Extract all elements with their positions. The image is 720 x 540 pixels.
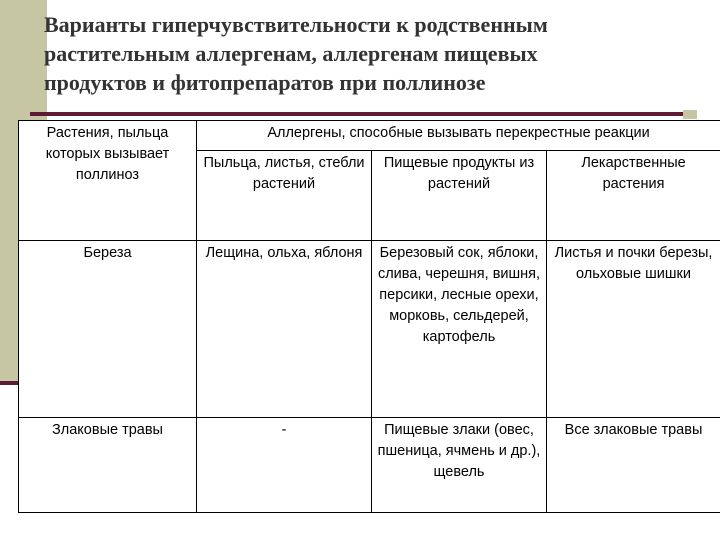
plant-cell: Злаковые травы <box>19 418 197 513</box>
header-allergens-cell: Аллергены, способные вызывать перекрестные реакции <box>197 121 720 151</box>
pollen-cell: - <box>197 418 372 513</box>
title-line: Варианты гиперчувствительности к родственным <box>44 12 548 37</box>
allergen-table <box>18 120 720 513</box>
header-plant-cell: Растения, пыльца которых вызывает поллиноз <box>19 121 197 241</box>
medicinal-cell: Листья и почки березы, ольховые шишки <box>547 241 720 418</box>
table-header-row <box>19 121 720 151</box>
decorative-top-line <box>30 112 683 116</box>
food-cell: Березовый сок, яблоки, слива, черешня, вишня, персики, лесные орехи, морковь, сельдерей, картофель <box>372 241 547 418</box>
table-row <box>19 241 720 418</box>
medicinal-cell: Все злаковые травы <box>547 418 720 513</box>
decorative-right-block <box>683 110 697 119</box>
food-cell: Пищевые злаки (овес, пшеница, ячмень и др.), щевель <box>372 418 547 513</box>
subheader-medicinal-cell: Лекарственные растения <box>547 151 720 241</box>
table-row <box>19 418 720 513</box>
subheader-food-cell: Пищевые продукты из растений <box>372 151 547 241</box>
title-line: продуктов и фитопрепаратов при поллинозе <box>44 70 486 95</box>
title-line: растительным аллергенам, аллергенам пищевых <box>44 41 538 66</box>
pollen-cell: Лещина, ольха, яблоня <box>197 241 372 418</box>
subheader-pollen-cell: Пыльца, листья, стебли растений <box>197 151 372 241</box>
plant-cell: Береза <box>19 241 197 418</box>
slide-title <box>44 10 684 97</box>
